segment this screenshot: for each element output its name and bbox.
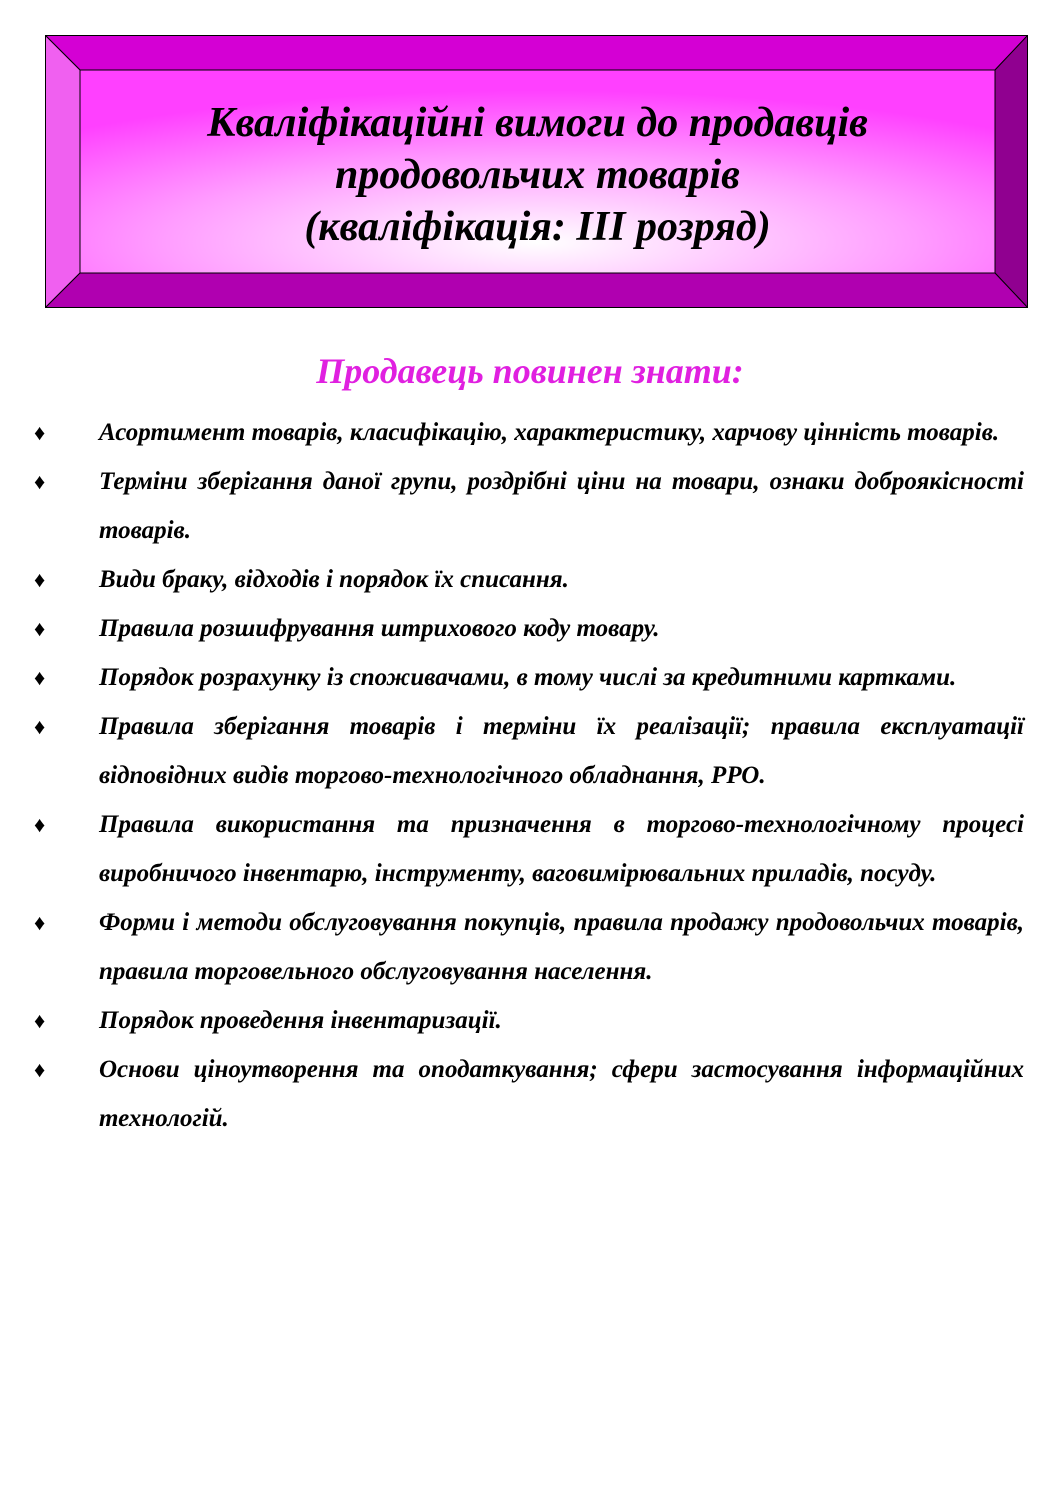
section-heading: Продавець повинен знати: bbox=[316, 351, 744, 391]
bevel-left bbox=[45, 35, 80, 308]
requirements-list bbox=[0, 408, 1060, 1143]
list-item-text: Асортимент товарів, класифікацію, характеристику, харчову цінність товарів. bbox=[99, 419, 1000, 446]
diamond-bullet-icon: ♦ bbox=[34, 910, 46, 935]
diamond-bullet-icon: ♦ bbox=[34, 714, 46, 739]
diamond-bullet-icon: ♦ bbox=[34, 469, 46, 494]
title-banner bbox=[45, 35, 1028, 308]
bevel-top bbox=[45, 35, 1028, 70]
bevel-right bbox=[995, 35, 1028, 308]
list-item-text: Правила розшифрування штрихового коду товару. bbox=[99, 615, 660, 642]
list-item bbox=[0, 1045, 1060, 1143]
title-line-1: Кваліфікаційні вимоги до продавців bbox=[207, 99, 868, 146]
list-item bbox=[0, 457, 1060, 555]
bevel-bottom bbox=[45, 273, 1028, 308]
list-item bbox=[0, 653, 1060, 702]
diamond-bullet-icon: ♦ bbox=[34, 812, 46, 837]
list-item bbox=[0, 702, 1060, 800]
list-item-text: Порядок розрахунку із споживачами, в тому числі за кредитними картками. bbox=[99, 664, 957, 691]
page-title bbox=[125, 77, 950, 272]
list-item-text: Основи ціноутворення та оподаткування; сфери застосування інформаційних технологій. bbox=[99, 1056, 1024, 1132]
title-line-3: (кваліфікація: ІІІ розряд) bbox=[304, 203, 771, 250]
list-item-text: Форми і методи обслуговування покупців, правила продажу продовольчих товарів, правила торговельного обслуговування населення. bbox=[99, 909, 1024, 985]
diamond-bullet-icon: ♦ bbox=[34, 665, 46, 690]
list-item-text: Види браку, відходів і порядок їх списання. bbox=[99, 566, 569, 593]
list-item bbox=[0, 604, 1060, 653]
diamond-bullet-icon: ♦ bbox=[34, 567, 46, 592]
list-item bbox=[0, 898, 1060, 996]
list-item bbox=[0, 408, 1060, 457]
list-item-text: Терміни зберігання даної групи, роздрібні ціни на товари, ознаки доброякісності товарів. bbox=[99, 468, 1024, 544]
title-line-2: продовольчих товарів bbox=[335, 151, 740, 198]
list-item-text: Порядок проведення інвентаризації. bbox=[99, 1007, 502, 1034]
list-item bbox=[0, 996, 1060, 1045]
diamond-bullet-icon: ♦ bbox=[34, 616, 46, 641]
diamond-bullet-icon: ♦ bbox=[34, 420, 46, 445]
list-item bbox=[0, 555, 1060, 604]
list-item-text: Правила використання та призначення в торгово-технологічному процесі виробничого інвентарю, інструменту, ваговимірювальних приладів, посуду. bbox=[99, 811, 1024, 887]
list-item-text: Правила зберігання товарів і терміни їх реалізації; правила експлуатації відповідних видів торгово-технологічного обладнання, РРО. bbox=[99, 713, 1024, 789]
diamond-bullet-icon: ♦ bbox=[34, 1008, 46, 1033]
diamond-bullet-icon: ♦ bbox=[34, 1057, 46, 1082]
list-item bbox=[0, 800, 1060, 898]
